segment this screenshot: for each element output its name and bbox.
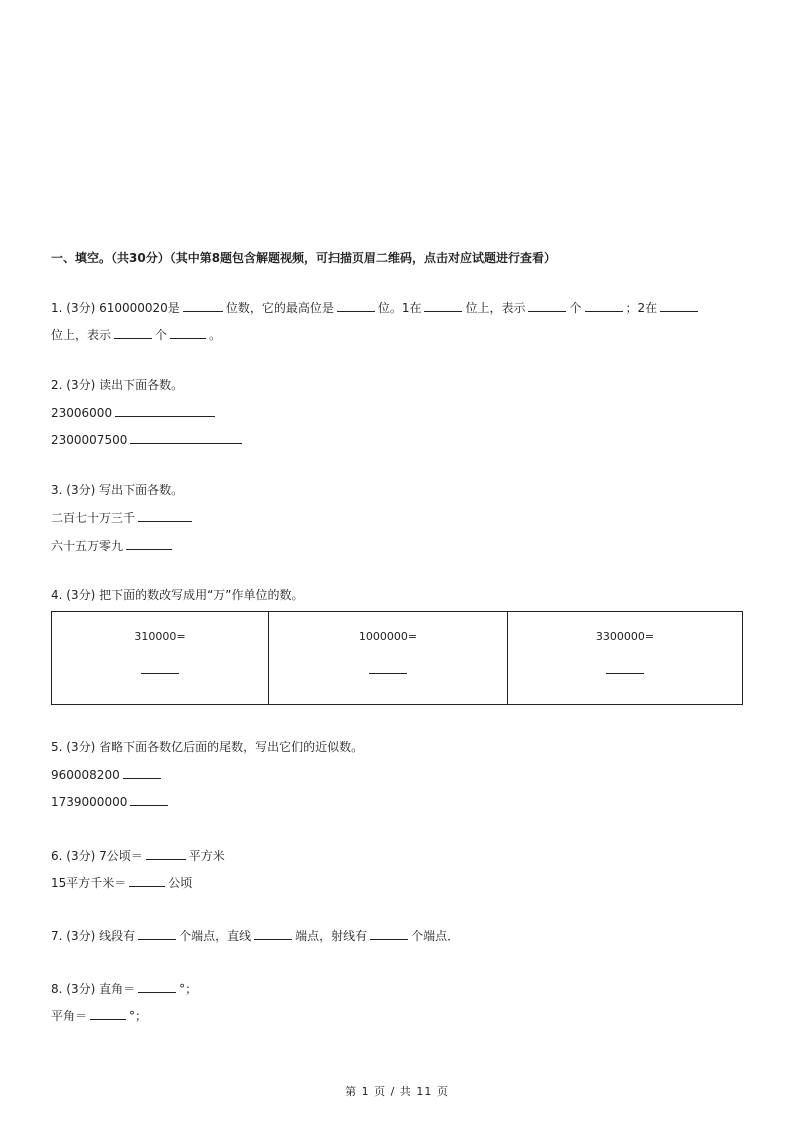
q7-number: 7. (3分) — [51, 929, 96, 943]
question-1-line-2 — [51, 326, 221, 342]
question-5 — [51, 739, 363, 755]
answer-blank[interactable] — [115, 404, 215, 417]
q2-number: 2. (3分) — [51, 378, 96, 392]
answer-blank[interactable] — [370, 927, 408, 940]
answer-blank[interactable] — [90, 1007, 126, 1020]
q3-item-a — [51, 509, 195, 525]
answer-blank[interactable] — [138, 980, 176, 993]
q5-number: 5. (3分) — [51, 740, 96, 754]
answer-blank[interactable] — [141, 673, 179, 674]
q4-number: 4. (3分) — [51, 588, 96, 602]
q5-item-b — [51, 793, 171, 809]
answer-blank[interactable] — [337, 299, 375, 312]
q7-text-4: 个端点． — [411, 929, 460, 943]
answer-blank[interactable] — [660, 299, 698, 312]
q3-text: 写出下面各数。 — [99, 483, 184, 497]
answer-blank[interactable] — [114, 326, 152, 339]
q4-table — [51, 611, 743, 705]
q5-text: 省略下面各数亿后面的尾数，写出它们的近似数。 — [99, 740, 364, 754]
q4-text: 把下面的数改写成用“万”作单位的数。 — [99, 588, 304, 602]
q1-text-3: 位。1在 — [377, 301, 422, 315]
q8-degree-b: °； — [129, 1009, 148, 1023]
q7-text-3: 端点，射线有 — [295, 929, 368, 943]
q2-item-b — [51, 431, 245, 447]
q1-text-4: 位上，表示 — [465, 301, 526, 315]
q3-number: 3. (3分) — [51, 483, 96, 497]
q6-unit-b: 公顷 — [168, 876, 193, 890]
answer-blank[interactable] — [138, 509, 192, 522]
q1-text-9: 。 — [209, 328, 222, 342]
q5-number-b: 1739000000 — [51, 795, 128, 809]
q7-text-1: 线段有 — [99, 929, 136, 943]
q4-cell-value: 1000000= — [358, 630, 418, 643]
q8-text-b: 平角＝ — [51, 1009, 88, 1023]
q1-text-5: 个 — [569, 301, 582, 315]
question-1-line-1 — [51, 299, 701, 315]
question-3 — [51, 482, 183, 498]
q5-number-a: 960008200 — [51, 768, 120, 782]
answer-blank[interactable] — [254, 927, 292, 940]
page-footer: 第 1 页 / 共 11 页 — [345, 1085, 449, 1098]
answer-blank[interactable] — [130, 793, 168, 806]
answer-blank[interactable] — [126, 537, 172, 550]
question-2 — [51, 377, 183, 393]
answer-blank[interactable] — [424, 299, 462, 312]
q5-item-a — [51, 766, 164, 782]
question-6 — [51, 847, 225, 863]
q2-text: 读出下面各数。 — [99, 378, 184, 392]
q1-text-7: 位上，表示 — [51, 328, 112, 342]
answer-blank[interactable] — [369, 673, 407, 674]
q1-number: 1. (3分) — [51, 301, 96, 315]
q2-item-a — [51, 404, 218, 420]
table-row — [52, 612, 743, 705]
q2-number-a: 23006000 — [51, 406, 113, 420]
q3-words-b: 六十五万零九 — [51, 539, 124, 553]
answer-blank[interactable] — [123, 766, 161, 779]
answer-blank[interactable] — [146, 847, 186, 860]
answer-blank[interactable] — [138, 927, 176, 940]
q8-number: 8. (3分) — [51, 982, 96, 996]
question-7 — [51, 927, 459, 943]
table-cell — [508, 612, 743, 705]
table-cell — [52, 612, 269, 705]
q7-text-2: 个端点，直线 — [179, 929, 252, 943]
q8-item-b — [51, 1007, 147, 1023]
table-cell — [269, 612, 508, 705]
question-4 — [51, 587, 304, 603]
answer-blank[interactable] — [130, 431, 242, 444]
answer-blank[interactable] — [183, 299, 223, 312]
q3-words-a: 二百七十万三千 — [51, 511, 136, 525]
q4-cell-value: 310000= — [134, 630, 186, 643]
answer-blank[interactable] — [585, 299, 623, 312]
q6-text-a: 7公顷＝ — [99, 849, 143, 863]
q6-unit-a: 平方米 — [188, 849, 225, 863]
answer-blank[interactable] — [528, 299, 566, 312]
q8-text-a: 直角＝ — [99, 982, 136, 996]
answer-blank[interactable] — [170, 326, 206, 339]
q1-text-8: 个 — [155, 328, 168, 342]
answer-blank[interactable] — [606, 673, 644, 674]
answer-blank[interactable] — [129, 874, 165, 887]
q1-text-6: ；2在 — [625, 301, 658, 315]
q1-text-1: 610000020是 — [99, 301, 180, 315]
question-8 — [51, 980, 197, 996]
q2-number-b: 2300007500 — [51, 433, 128, 447]
section-title: 一、填空。（共30分）（其中第8题包含解题视频，可扫描页眉二维码，点击对应试题进行查看） — [51, 251, 557, 265]
q6-item-b — [51, 874, 192, 890]
q6-number: 6. (3分) — [51, 849, 96, 863]
q3-item-b — [51, 537, 175, 553]
q6-text-b: 15平方千米＝ — [51, 876, 127, 890]
q1-text-2: 位数，它的最高位是 — [225, 301, 334, 315]
q4-cell-value: 3300000= — [595, 630, 655, 643]
q8-degree-a: °； — [179, 982, 198, 996]
